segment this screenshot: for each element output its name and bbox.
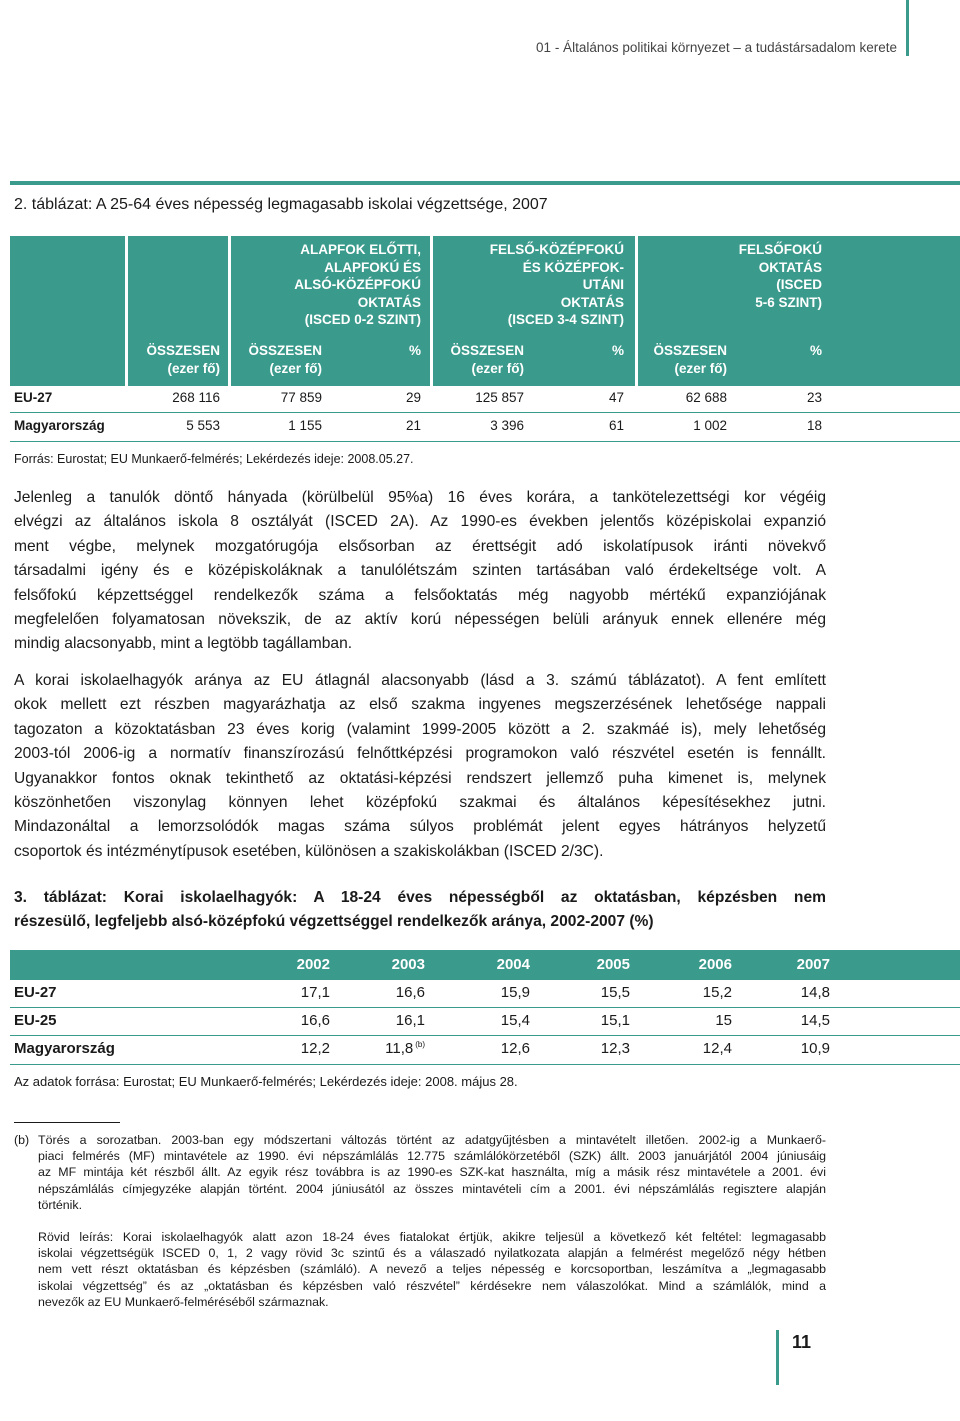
table-cell: 21: [405, 418, 421, 433]
row-label: EU-27: [14, 984, 57, 1001]
footnote-short-description: Rövid leírás: Korai iskolaelhagyók alatt azon 18-24 éves fiatalokat értjük, akikre teljesül a következő két feltétel: legmagasabb iskolai végzettségük ISCED 0, 1, 2 vagy rövid 3c szintű és a válaszadó nyilatkozata alapján a felmérést megelőző négy hétben nem vett részt oktatásban és képzésben (számláló). A nevező a teljes népesség e korcsoportban, leszámítva a „legmagasabb iskolai végzettség” és az „oktatásban és képzésben való részvétel” kérdésekre nem válaszolókat. Mind a számlálók, mind a nevezők az EU Munkaerő-felméréséből származnak.: [38, 1230, 826, 1309]
table2-header-band: [10, 236, 960, 386]
row-label: EU-25: [14, 1012, 57, 1029]
table3-year-header: 2007: [796, 956, 830, 973]
table-cell: 14,8: [800, 984, 830, 1001]
table3-header-band: [10, 950, 960, 980]
table-cell: 1 155: [288, 418, 322, 433]
table3-source: Az adatok forrása: Eurostat; EU Munkaerő-felmérés; Lekérdezés ideje: 2008. május 28.: [14, 1074, 518, 1089]
table-cell: 268 116: [172, 390, 220, 405]
table-cell: 12,6: [500, 1040, 530, 1057]
table-cell: 3 396: [490, 418, 524, 433]
table2-header-separator: [430, 236, 433, 386]
table-row: [10, 384, 960, 412]
table-cell: 61: [608, 418, 624, 433]
body-paragraph: A korai iskolaelhagyók aránya az EU átlagnál alacsonyabb (lásd a 3. számú táblázatot). A fent említett okok mellett ezt részben magyarázhatja az első szakma ingyenes megszerzésének lehetősége nappali tagozaton a közoktatásban 23 éves korig (valamint 1999-2005 között a 2. szakmáé is), mely lehetőség 2003-tól 2006-ig a normatív finanszírozású felnőttképzési programokon való részvétel esetén is fennállt. Ugyanakkor fontos oknak tekinthető az oktatási-képzési rendszert jellemző puha kimenet is, melynek köszönhetően viszonylag könnyen lehet középfokú szakmai és általános képesítésekhez jutni. Mindazonáltal a lemorzsolódók magas száma súlyos problémát jelent egyes hátrányos helyzetű csoportok és intézménytípusok esetében, különösen a szakiskolákban (ISCED 2/3C).: [14, 672, 826, 860]
table3-year-header: 2003: [391, 956, 425, 973]
table-cell: 18: [806, 418, 822, 433]
table-cell: 62 688: [685, 390, 727, 405]
table2-title: 2. táblázat: A 25-64 éves népesség legmagasabb iskolai végzettsége, 2007: [14, 196, 548, 213]
table2-col-header-isced56-percent: %: [809, 343, 822, 358]
table2-col-header-isced56-total: ÖSSZESEN (ezer fő): [653, 343, 727, 376]
table-cell: 17,1: [300, 984, 330, 1001]
header-rule: [906, 0, 909, 56]
table2-header-separator: [635, 236, 638, 386]
table-cell: 15: [715, 1012, 732, 1029]
footnote-b: (b) Törés a sorozatban. 2003-ban egy módszertani változás történt az adatgyűjtésben a mintavételt illetően. 2002-ig a Munkaerő- piaci felmérés (MF) mintavétele az 1990. évi népszámlálás 12.775 számlálókörzetéből (SZK) állt. 2003 januárjától 2004 júniusáig az MF mintája két részből állt. Az egyik rész továbbra is az 1990-es SZK-kat használta, míg a másik rész mintavétele a 2001. évi népszámlálás címjegyzéke alapján történt. 2004 júniusától az összes mintavételi cím a 2001. évi népszámlálás regisztere alapján történik.: [14, 1133, 826, 1212]
table-cell: 10,9: [800, 1040, 830, 1057]
body-paragraph: Jelenleg a tanulók döntő hányada (körülbelül 95%a) 16 éves korára, a tankötelezettségi kor végéig elvégzi az általános iskola 8 osztályát (ISCED 2A). Az 1990-es években jelentős középiskolai expanzió ment végbe, melynek mozgatórugója elsősorban az érettségit adó iskolatípusok iránti növekvő társadalmi igény és e középiskoláknak a tanulólétszám szinten tartásában való érdekeltsége volt. A felsőfokú képzettséggel rendelkezők száma a felsőoktatás még nagyobb mértékű expanziójának megfelelően folyamatosan növekszik, de az aktív korú népességen belüli arányuk ennek ellenére még mindig alacsonyabb, mint a legtöbb tagállamban.: [14, 489, 826, 653]
table-row: [10, 412, 960, 440]
table2-header-separator: [125, 236, 128, 386]
row-label: Magyarország: [14, 418, 105, 433]
table-cell: 1 002: [693, 418, 727, 433]
table-cell: 16,6: [300, 1012, 330, 1029]
table-cell: 15,5: [600, 984, 630, 1001]
table-cell: 5 553: [186, 418, 220, 433]
table2-header-separator: [228, 236, 231, 386]
footnote-marker-b: (b): [415, 1040, 425, 1049]
table-cell: 23: [806, 390, 822, 405]
row-label: Magyarország: [14, 1040, 115, 1057]
running-header: 01 - Általános politikai környezet – a tudástársadalom kerete: [536, 40, 897, 55]
table2-col-header-isced02-total: ÖSSZESEN (ezer fő): [248, 343, 322, 376]
page-number: 11: [792, 1332, 812, 1352]
table3-year-header: 2002: [296, 956, 330, 973]
table-cell: 15,1: [600, 1012, 630, 1029]
table-cell: 15,2: [702, 984, 732, 1001]
table-cell: 14,5: [800, 1012, 830, 1029]
table-row: [10, 1008, 960, 1036]
table3-year-header: 2006: [698, 956, 732, 973]
table-cell: 11,8 $^{(b)}$: [385, 1040, 425, 1057]
table2-col-header-isced02-percent: %: [408, 343, 421, 358]
table-cell: 125 857: [475, 390, 524, 405]
table-row: [10, 980, 960, 1008]
table2-group-header-isced-3-4: FELSŐ-KÖZÉPFOKÚ ÉS KÖZÉPFOK- UTÁNI OKTATÁS (ISCED 3-4 SZINT): [489, 242, 624, 327]
footnote-mark: (b): [14, 1133, 30, 1147]
table-cell: 47: [608, 390, 624, 405]
table3-year-header: 2005: [596, 956, 630, 973]
table-cell: 12,4: [702, 1040, 732, 1057]
table-cell: 12,2: [300, 1040, 330, 1057]
table-row: [10, 1036, 960, 1064]
table-cell: 12,3: [600, 1040, 630, 1057]
table2-col-header-isced34-total: ÖSSZESEN (ezer fő): [450, 343, 524, 376]
table3-year-header: 2004: [496, 956, 530, 973]
table2-group-header-isced-0-2: ALAPFOK ELŐTTI, ALAPFOKÚ ÉS ALSÓ-KÖZÉPFOKÚ OKTATÁS (ISCED 0-2 SZINT): [294, 242, 421, 327]
table-cell: 15,4: [500, 1012, 530, 1029]
table2-col-header-isced34-percent: %: [611, 343, 624, 358]
table-cell: 15,9: [500, 984, 530, 1001]
page-number-rule: [776, 1330, 779, 1385]
table-cell: 16,6: [395, 984, 425, 1001]
table3-title: 3. táblázat: Korai iskolaelhagyók: A 18-24 éves népességből az oktatásban, képzésben nem részesülő, legfeljebb alsó-középfokú végzettséggel rendelkezők aránya, 2002-2007 (%): [14, 889, 826, 931]
table3-bottom-rule: [10, 1064, 960, 1065]
table2-group-header-isced-5-6: FELSŐFOKÚ OKTATÁS (ISCED 5-6 SZINT): [738, 242, 822, 310]
table2-source: Forrás: Eurostat; EU Munkaerő-felmérés; Lekérdezés ideje: 2008.05.27.: [14, 452, 414, 466]
table-cell: 77 859: [280, 390, 322, 405]
footnote-rule: [14, 1122, 120, 1123]
table-cell: 16,1: [395, 1012, 425, 1029]
table-cell: 29: [405, 390, 421, 405]
row-label: EU-27: [14, 390, 53, 405]
table2-col-header-total: ÖSSZESEN (ezer fő): [146, 343, 220, 376]
table2-title-rule: [10, 181, 960, 185]
table2-bottom-rule: [10, 441, 960, 442]
